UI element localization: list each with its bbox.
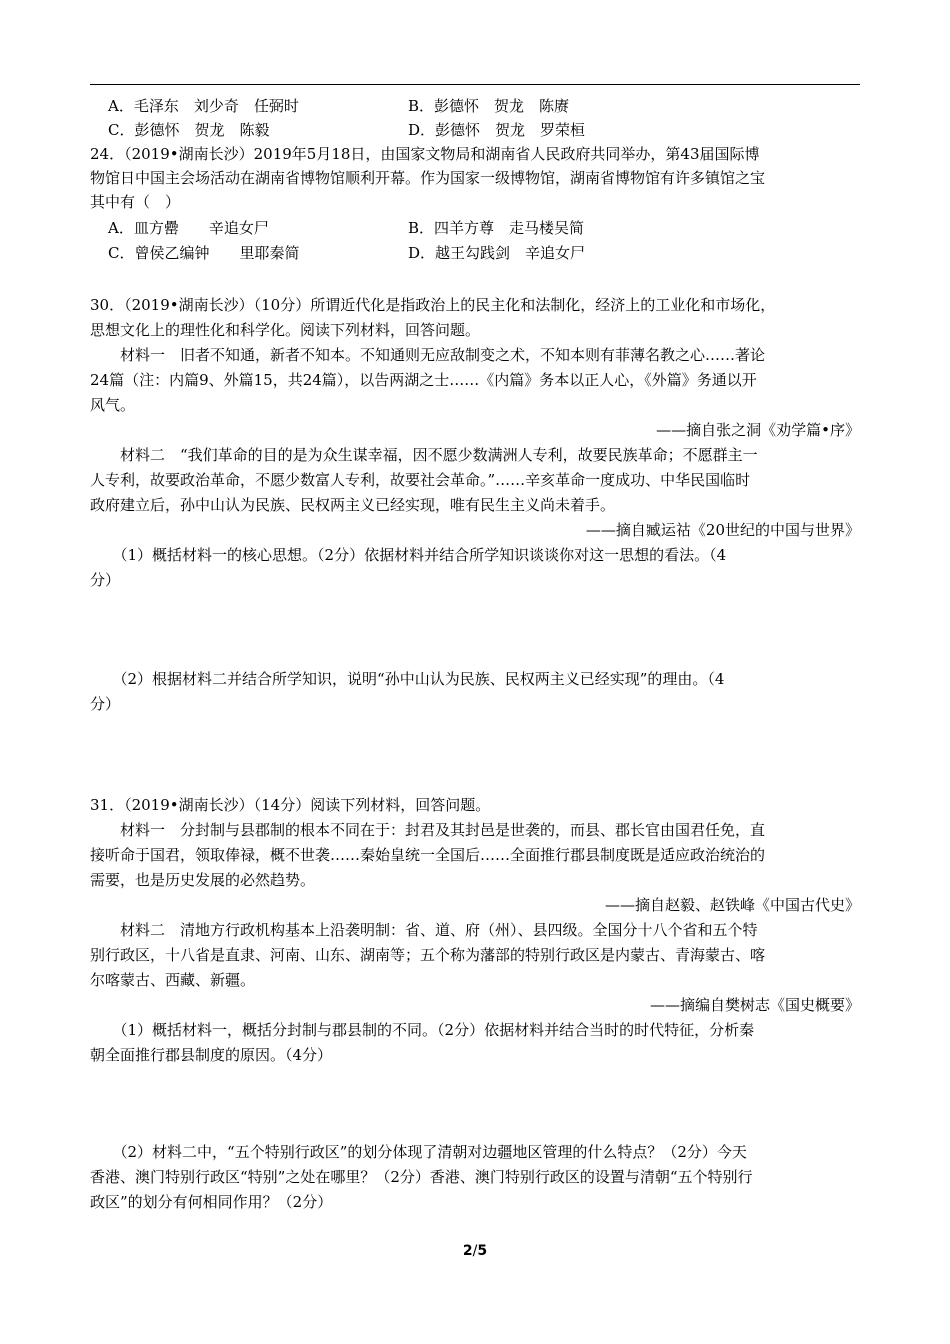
q30-material1-line-1: 材料一 旧者不知通，新者不知本。不知通则无应敌制变之术，不知本则有菲薄名教之心……著论 <box>90 346 766 364</box>
page-current: 2 <box>462 1243 473 1259</box>
q31-material1-line-3: 需要，也是历史发展的必然趋势。 <box>90 871 316 889</box>
q31-material1-line-1: 材料一 分封制与县郡制的根本不同在于：封君及其封邑是世袭的，而县、郡长官由国君任免，直 <box>90 821 766 839</box>
page-separator: / <box>472 1243 478 1259</box>
q30-material1-line-3: 风气。 <box>90 396 136 414</box>
q31-sub1-line-2: 朝全面推行郡县制度的原因。（4分） <box>90 1046 333 1064</box>
q31-material2-line-2: 别行政区，十八省是直隶、河南、山东、湖南等；五个称为藩部的特别行政区是内蒙古、青海蒙古、喀 <box>90 946 766 964</box>
q30-material2-line-2: 人专利，故要政治革命，不愿少数富人专利，故要社会革命。”……辛亥革命一度成功、中华民国临时 <box>90 471 751 489</box>
q31-material2-line-3: 尔喀蒙古、西藏、新疆。 <box>90 971 256 989</box>
q31-material2-line-1: 材料二 清地方行政机构基本上沿袭明制：省、道、府（州）、县四级。全国分十八个省和五个特 <box>90 921 758 939</box>
q24-option-a: A．皿方罍 辛追女尸 <box>108 219 269 237</box>
q24-stem-line-1: 24．（2019•湖南长沙）2019年5月18日，由国家文物局和湖南省人民政府共同举办，第43届国际博 <box>90 145 760 163</box>
q30-sub2-line-1: （2）根据材料二并结合所学知识，说明“孙中山认为民族、民权两主义已经实现”的理由。（4 <box>90 670 725 688</box>
q24-option-c: C．曾侯乙编钟 里耶秦简 <box>108 244 300 262</box>
q31-source1: ——摘自赵毅、赵铁峰《中国古代史》 <box>604 896 860 914</box>
q30-intro-line-1: 30．（2019•湖南长沙）（10分）所谓近代化是指政治上的民主化和法制化，经济上的工业化和市场化， <box>90 296 776 314</box>
page-total: 5 <box>477 1243 488 1259</box>
q24-stem-line-3: 其中有（ ） <box>90 193 181 211</box>
header-rule <box>90 84 860 85</box>
q30-sub1-line-2: 分） <box>90 571 121 589</box>
q31-sub2-line-1: （2）材料二中，“五个特别行政区”的划分体现了清朝对边疆地区管理的什么特点？（2分）今天 <box>90 1143 747 1161</box>
q30-sub2-line-2: 分） <box>90 695 121 713</box>
q31-source2: ——摘编自樊树志《国史概要》 <box>649 996 860 1014</box>
q23-option-d: D．彭德怀 贺龙 罗荣桓 <box>408 121 586 139</box>
q31-sub2-line-3: 政区”的划分有何相同作用？（2分） <box>90 1193 333 1211</box>
q30-sub1-line-1: （1）概括材料一的核心思想。（2分）依据材料并结合所学知识谈谈你对这一思想的看法。（4 <box>90 546 727 564</box>
q23-option-a: A．毛泽东 刘少奇 任弼时 <box>108 97 299 115</box>
q30-source1: ——摘自张之洞《劝学篇•序》 <box>656 421 860 439</box>
q30-source2: ——摘自臧运祜《20世纪的中国与世界》 <box>585 521 860 539</box>
q23-option-c: C．彭德怀 贺龙 陈毅 <box>108 121 270 139</box>
q31-material1-line-2: 接听命于国君，领取俸禄，概不世袭……秦始皇统一全国后……全面推行郡县制度既是适应政治统治的 <box>90 846 766 864</box>
q24-stem-line-2: 物馆日中国主会场活动在湖南省博物馆顺利开幕。作为国家一级博物馆，湖南省博物馆有许多镇馆之宝 <box>90 169 766 187</box>
q23-option-b: B．彭德怀 贺龙 陈赓 <box>408 97 570 115</box>
q31-intro: 31．（2019•湖南长沙）（14分）阅读下列材料，回答问题。 <box>90 796 491 814</box>
q30-material1-line-2: 24篇（注：内篇9、外篇15，共24篇），以告两湖之士……《内篇》务本以正人心，《外篇》务通以开 <box>90 371 757 389</box>
q30-material2-line-1: 材料二 “我们革命的目的是为众生谋幸福，因不愿少数满洲人专利，故要民族革命；不愿群主一 <box>90 446 758 464</box>
q31-sub2-line-2: 香港、澳门特别行政区“特别”之处在哪里？（2分）香港、澳门特别行政区的设置与清朝“五个特别行 <box>90 1168 753 1186</box>
q30-intro-line-2: 思想文化上的理性化和科学化。阅读下列材料，回答问题。 <box>90 321 481 339</box>
q24-option-d: D．越王勾践剑 辛追女尸 <box>408 244 586 262</box>
page-number <box>0 1243 950 1259</box>
q24-option-b: B．四羊方尊 走马楼吴简 <box>408 219 585 237</box>
q31-sub1-line-1: （1）概括材料一，概括分封制与郡县制的不同。（2分）依据材料并结合当时的时代特征，分析秦 <box>90 1021 755 1039</box>
q30-material2-line-3: 政府建立后，孙中山认为民族、民权两主义已经实现，唯有民生主义尚未着手。 <box>90 496 616 514</box>
